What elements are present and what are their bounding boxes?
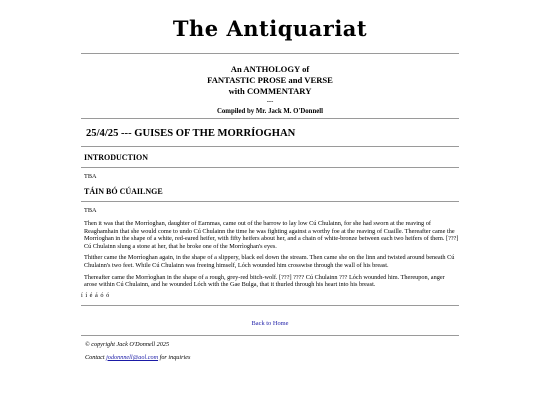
divider <box>81 335 459 336</box>
story-paragraph: Thereafter came the Morrìoghan in the shape of a rough, grey-red bitch-wolf. [???] ???? Cú Chulainn ??? Lóch wounded him. Thereupon, anger arose within Cú Chulainn, and he wounded Lóch with the Gae Bulga, that it thurled through his heart into his breast. <box>84 273 445 289</box>
contact-prefix: Contact <box>85 353 105 361</box>
page-container <box>81 0 459 362</box>
section-body-tain: TBA <box>84 207 97 214</box>
story-paragraph: Thither came the Morrìoghan again, in the shape of a slippery, black eel down the stream. Then came she on the linn and twisted around beneath Cú Chulainn's two feet. While Cú Chulainn was freeing himself, Lóch wounded him crosswise through the wall of his breast. <box>84 254 455 269</box>
section-heading-tain: TÁIN BÓ CÚAILNGE <box>84 187 163 196</box>
back-to-home-link[interactable]: Back to Home <box>251 319 289 327</box>
post-title: 25/4/25 --- GUISES OF THE MORRÍOGHAN <box>86 128 296 139</box>
contact-suffix: for inquiries <box>159 353 191 361</box>
story-paragraph: Then it was that the Morrìoghan, daughter of Earnmas, came out of the barrow to lay low Cú Chulainn, for she had sworn at the reaving of Reaghamhain that she would come to undo Cú Chulainn the time he was fighting against a worthy foe at the reaving of Cuaille. Thereafter came the Morrìoghan in the shape of a white, red-eared heifer, with fifty heifers about her, and a chain of white-bronze between each two heifers of them. [???] Cú Chulainn slung a stone at her, that he broke one of the Morrìoghan's eyes. <box>84 220 459 250</box>
special-characters: í í é á ó ó <box>81 291 110 299</box>
site-title: The Antiquariat <box>172 16 368 41</box>
intro-line-2: FANTASTIC PROSE and VERSE <box>207 75 333 85</box>
email-link[interactable]: jodonnnell@aol.com <box>106 353 159 361</box>
anthology-intro <box>81 54 459 106</box>
divider <box>81 201 459 202</box>
divider <box>81 118 459 119</box>
intro-line-1: An ANTHOLOGY of <box>230 64 310 74</box>
copyright: © copyright Jack O'Donnell 2025 <box>85 340 170 348</box>
back-nav <box>81 320 459 327</box>
intro-separator: --- <box>266 98 274 105</box>
section-heading-introduction: INTRODUCTION <box>84 153 149 162</box>
section-body-introduction: TBA <box>84 173 97 180</box>
compiled-by: Compiled by Mr. Jack M. O'Donnell <box>216 108 324 115</box>
divider <box>81 167 459 168</box>
contact-line <box>85 354 459 362</box>
divider <box>81 146 459 147</box>
divider <box>81 305 459 306</box>
intro-line-3: with COMMENTARY <box>228 86 312 96</box>
